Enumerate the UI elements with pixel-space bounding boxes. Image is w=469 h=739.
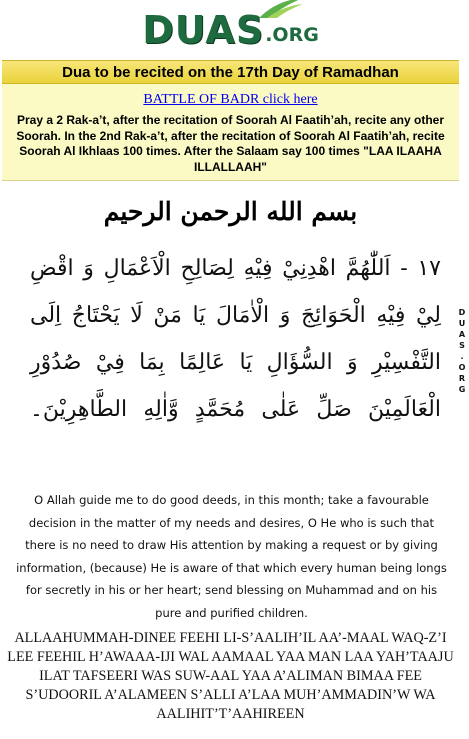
transliteration-text: ALLAAHUMMAH-DINEE FEEHI LI-S’AALIH’IL AA’-MAAL WAQ-Z’I LEE FEEHIL H’AWAAA-IJI WAL AAMAAL YAA MAN LAA YAH’TAAJU ILAT TAFSEERI WAS SUW-AAL YAA A’ALIMAN BIMAA FEE S’UDOORIL A’ALAMEEN S’ALLI A’LAA MUH’AMMADIN’W WA AALIHIT’T’AAHIREEN	[7, 630, 454, 722]
battle-of-badr-link[interactable]: BATTLE OF BADR click here	[143, 92, 318, 107]
instructions-box	[2, 84, 459, 181]
arabic-dua-block	[30, 245, 466, 445]
watermark-letter: A	[458, 330, 466, 339]
watermark-letter: .	[460, 352, 464, 361]
logo-domain: .ORG	[265, 24, 319, 46]
watermark-letter: S	[459, 341, 465, 350]
english-translation: O Allah guide me to do good deeds, in this month; take a favourable decision in the matter of my needs and desires, O He who is such that there is no need to draw His attention by making a request or by giving information, (because) He is aware of that which every human being longs for secretly in his or her heart; send blessing on Muhammad and on his pure and purified children.	[16, 493, 447, 620]
arabic-dua-text: ١٧ - اَللّٰهُمَّ اهْدِنِيْ فِيْهِ لِصَالِحِ الْاَعْمَالِ وَ اقْضِ لِيْ فِيْهِ الْحَوَائِجَ وَ الْاٰمَالَ يَا مَنْ لَا يَحْتَاجُ اِلَى التَّفْسِيْرِ وَ السُّؤَالِ يَا عَالِمًا بِمَا فِيْ صُدُوْرِ الْعَالَمِيْنَ صَلِّ عَلٰى مُحَمَّدٍ وَّاٰلِهِ الطَّاهِرِيْنَ۔	[30, 256, 441, 422]
page-title: Dua to be recited on the 17th Day of Ramadhan	[62, 63, 399, 81]
duas-logo[interactable]	[142, 10, 319, 50]
title-band	[2, 60, 459, 84]
logo-wordmark: DUAS	[142, 8, 265, 52]
swoosh-icon	[257, 0, 305, 20]
watermark-letter: O	[458, 363, 466, 372]
prayer-instructions: Pray a 2 Rak-a’t, after the recitation of Soorah Al Faatih’ah, recite any other Soorah. In the 2nd Rak-a’t, after the recitation of Soorah Al Faatih’ah, recite Soorah Al Ikhlaas 100 times. After the Salaam say 100 times "LAA ILAAHA ILLALLAAH"	[16, 113, 445, 174]
bismillah-heading: بسم الله الرحمن الرحيم	[103, 197, 358, 226]
watermark-letter: U	[458, 319, 466, 328]
watermark-letter: G	[458, 385, 466, 394]
watermark-letter: R	[458, 374, 466, 383]
duas-org-watermark	[455, 307, 469, 395]
watermark-letter: D	[458, 308, 466, 317]
site-header	[0, 0, 461, 60]
